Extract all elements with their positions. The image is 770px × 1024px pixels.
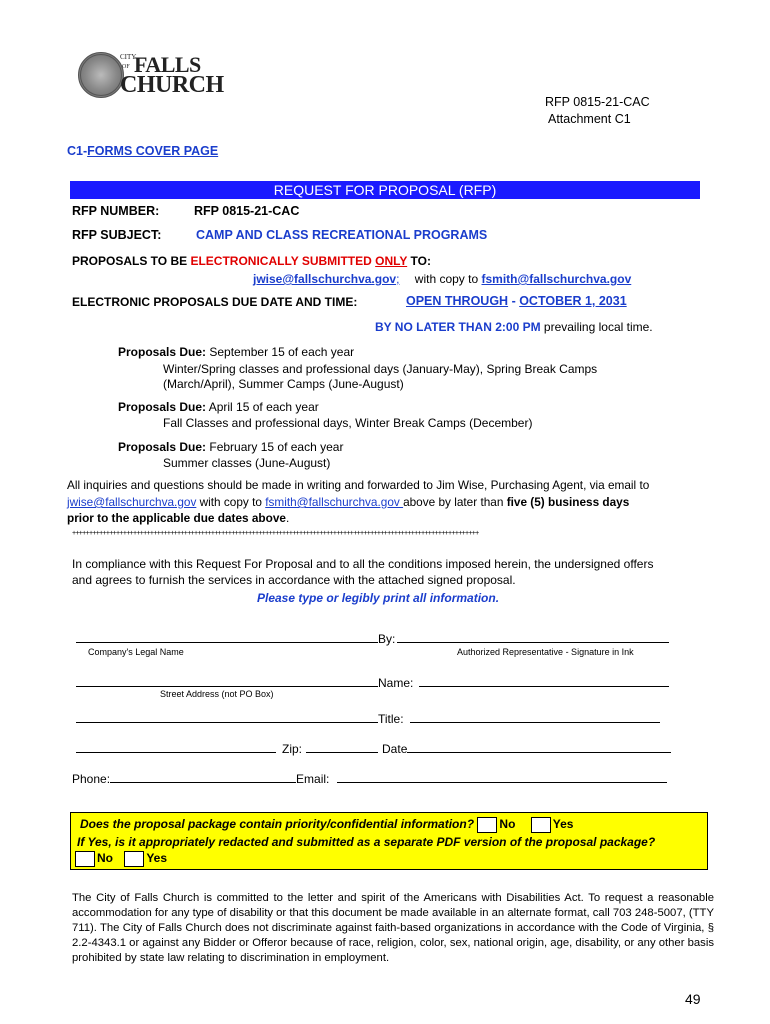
phone-label: Phone: xyxy=(72,772,111,786)
schedule-2-desc-1: Fall Classes and professional days, Winter Break Camps (December) xyxy=(163,416,533,430)
row-address-title xyxy=(76,711,660,726)
q2-yes-checkbox[interactable] xyxy=(124,851,144,867)
schedule-1-date: September 15 of each year xyxy=(206,345,355,359)
submit-copy-text: with copy to xyxy=(414,272,479,286)
inquiry-prior: prior to the applicable due dates above xyxy=(67,511,286,525)
inquiry-line-1: All inquiries and questions should be made in writing and forwarded to Jim Wise, Purchasing Agent, via email to xyxy=(67,478,650,492)
signature-caption: Authorized Representative - Signature in Ink xyxy=(457,647,634,657)
zip-label: Zip: xyxy=(282,742,303,756)
q2-yes-label: Yes xyxy=(146,851,168,866)
schedule-3-label: Proposals Due: xyxy=(118,440,207,454)
inquiry-above: above by later than xyxy=(403,495,507,509)
section-title-text: FORMS COVER PAGE xyxy=(87,144,219,158)
email-field[interactable] xyxy=(337,771,667,783)
schedule-3-due xyxy=(118,440,343,454)
due-dash: - xyxy=(508,294,520,308)
logo-falls: FALLS xyxy=(134,52,201,77)
ada-statement: The City of Falls Church is committed to the letter and spirit of the Americans with Disabilities Act. To request a reasonable accommodation for any type of disability or that this document be made available in an alternate format, call 703 248-5007, (TTY 711). The City of Falls Church does not discriminate against faith-based organizations in accordance with the Code of Virginia, § 2.2-4343.1 or against any Bidder or Offeror because of race, religion, color, sex, national origin, age, disability, or any other basis prohibited by state law relating to discrimination in employment. xyxy=(72,892,714,964)
phone-field[interactable] xyxy=(110,771,296,783)
due-date-label: ELECTRONIC PROPOSALS DUE DATE AND TIME: xyxy=(72,295,358,309)
company-legal-name-caption: Company's Legal Name xyxy=(88,647,184,657)
confidential-q1-row xyxy=(80,817,573,833)
submit-instruction xyxy=(72,254,431,268)
street-address-field[interactable] xyxy=(76,675,378,687)
row-company-by xyxy=(76,631,669,646)
city-seal-logo xyxy=(78,52,124,98)
inquiry-five-days: five (5) business days xyxy=(506,495,630,509)
q1-yes-checkbox[interactable] xyxy=(531,817,551,833)
q2-no-checkbox[interactable] xyxy=(75,851,95,867)
rfp-number-value: RFP 0815-21-CAC xyxy=(194,204,300,218)
zip-field[interactable] xyxy=(306,741,378,753)
city-state-field[interactable] xyxy=(76,741,276,753)
due-time-rest: prevailing local time. xyxy=(540,320,653,334)
schedule-1-label: Proposals Due: xyxy=(118,345,207,359)
schedule-3-desc-1: Summer classes (June-August) xyxy=(163,456,331,470)
rfp-banner: REQUEST FOR PROPOSAL (RFP) xyxy=(70,181,700,199)
company-legal-name-field[interactable] xyxy=(76,631,378,643)
submit-emails xyxy=(253,272,631,286)
logo-city: CITY xyxy=(120,53,137,61)
inquiry-email-fsmith[interactable]: fsmith@fallschurchva.gov xyxy=(265,495,404,509)
due-time xyxy=(375,320,653,334)
representative-name-field[interactable] xyxy=(419,675,669,687)
logo-church: CHURCH xyxy=(120,72,224,98)
plus-separator: ++++++++++++++++++++++++++++++++++++++++++++++++++++++++++++++++++++++++++++++++++++++++++++++++++++++++++++++++++++++++ xyxy=(72,530,479,537)
submit-to: TO: xyxy=(407,254,431,268)
rfp-reference: RFP 0815-21-CAC xyxy=(545,95,650,109)
submit-email-fsmith[interactable]: fsmith@fallschurchva.gov xyxy=(481,272,632,286)
section-title-prefix: C1- xyxy=(67,144,88,158)
inquiry-copy: with copy to xyxy=(196,495,266,509)
section-title xyxy=(67,144,218,158)
due-date: OCTOBER 1, 2031 xyxy=(519,294,627,308)
submit-only: ONLY xyxy=(375,254,408,268)
rfp-number-label: RFP NUMBER: xyxy=(72,204,160,218)
inquiry-period: . xyxy=(285,511,290,525)
schedule-1-desc-2: (March/April), Summer Camps (June-August) xyxy=(163,377,404,391)
due-time-bold: BY NO LATER THAN 2:00 PM xyxy=(375,320,541,334)
q1-no-label: No xyxy=(499,817,516,832)
schedule-1-due xyxy=(118,345,354,359)
submit-electronically: ELECTRONICALLY SUBMITTED xyxy=(190,254,376,268)
confidential-question-2: If Yes, is it appropriately redacted and submitted as a separate PDF version of the proposal package? xyxy=(77,835,656,849)
print-instruction: Please type or legibly print all information. xyxy=(257,591,500,605)
q2-no-label: No xyxy=(97,851,113,866)
page-number: 49 xyxy=(685,991,701,1007)
due-date-value xyxy=(406,294,627,308)
date-label: Date xyxy=(382,742,408,756)
schedule-1-desc-1: Winter/Spring classes and professional days (January-May), Spring Break Camps xyxy=(163,362,598,376)
signature-field[interactable] xyxy=(397,631,669,643)
rfp-subject-value: CAMP AND CLASS RECREATIONAL PROGRAMS xyxy=(196,228,488,242)
q1-no-checkbox[interactable] xyxy=(477,817,497,833)
row-street-name xyxy=(76,675,669,690)
schedule-2-due xyxy=(118,400,319,414)
rfp-subject-label: RFP SUBJECT: xyxy=(72,228,162,242)
confidential-q2-row xyxy=(75,851,167,867)
schedule-3-date: February 15 of each year xyxy=(206,440,344,454)
date-field[interactable] xyxy=(407,741,671,753)
logo-of: OF xyxy=(122,64,130,70)
attachment-label: Attachment C1 xyxy=(548,112,631,126)
submit-email-separator: ; xyxy=(396,272,400,286)
by-label: By: xyxy=(378,632,396,646)
email-label: Email: xyxy=(296,772,330,786)
row-city-zip-date xyxy=(76,741,671,756)
submit-prefix: PROPOSALS TO BE xyxy=(72,254,191,268)
confidential-question-1: Does the proposal package contain priority/confidential information? xyxy=(80,817,475,832)
title-label: Title: xyxy=(378,712,404,726)
inquiry-line-2 xyxy=(67,495,629,509)
street-address-caption: Street Address (not PO Box) xyxy=(160,689,274,699)
inquiry-line-3 xyxy=(67,511,289,525)
row-phone-email xyxy=(72,771,667,786)
inquiry-email-jwise[interactable]: jwise@fallschurchva.gov xyxy=(67,495,197,509)
schedule-2-date: April 15 of each year xyxy=(206,400,319,414)
compliance-line-1: In compliance with this Request For Proposal and to all the conditions imposed herein, the undersigned offers xyxy=(72,557,654,571)
schedule-2-label: Proposals Due: xyxy=(118,400,207,414)
name-label: Name: xyxy=(378,676,414,690)
submit-email-jwise[interactable]: jwise@fallschurchva.gov xyxy=(253,272,397,286)
address-line-2-field[interactable] xyxy=(76,711,378,723)
q1-yes-label: Yes xyxy=(552,817,574,832)
compliance-line-2: and agrees to furnish the services in accordance with the attached signed proposal. xyxy=(72,573,516,587)
title-field[interactable] xyxy=(410,711,660,723)
due-open-through: OPEN THROUGH xyxy=(406,294,509,308)
